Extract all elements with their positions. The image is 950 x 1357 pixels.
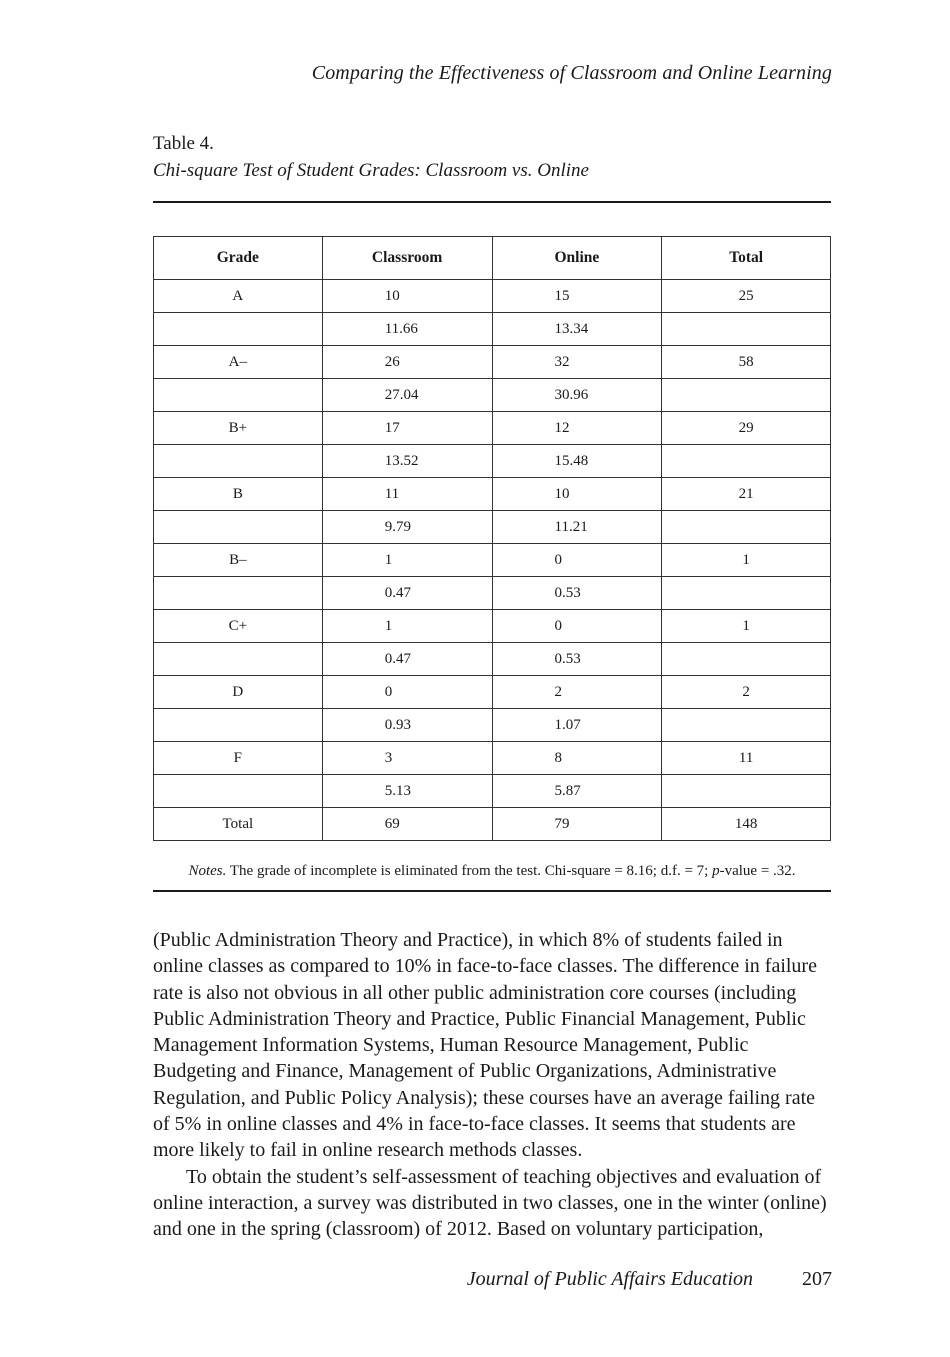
classroom-cell-value: 3 (384, 749, 393, 766)
online-cell (492, 280, 662, 313)
total-cell: 58 (662, 346, 831, 379)
online-cell (492, 412, 662, 445)
classroom-cell (322, 643, 492, 676)
total-cell: 2 (662, 676, 831, 709)
grade-cell (154, 379, 323, 412)
classroom-cell-value: 1 (384, 551, 393, 568)
online-cell (492, 511, 662, 544)
header-grade: Grade (154, 237, 323, 280)
online-cell-value: 30.96 (554, 386, 589, 403)
table-row (154, 610, 831, 643)
notes-label: Notes. (188, 863, 227, 879)
online-cell (492, 379, 662, 412)
table-header-row (154, 237, 831, 280)
classroom-cell (322, 478, 492, 511)
table-heading (153, 130, 589, 184)
total-cell (662, 775, 831, 808)
paragraph-1: (Public Administration Theory and Practice), in which 8% of students failed in online classes as compared to 10% in face-to-face classes. The difference in failure rate is also not obvious in all other public administration core courses (including Public Administration Theory and Practice, Public Financial Management, Public Management Information Systems, Human Resource Management, Public Budgeting and Finance, Management of Public Organizations, Administrative Regulation, and Public Policy Analysis); these courses have an average failing rate of 5% in online classes and 4% in face-to-face classes. It seems that students are more likely to fail in online research methods classes. (153, 929, 817, 1162)
classroom-cell (322, 280, 492, 313)
online-cell-value: 1.07 (554, 716, 581, 733)
total-cell: 11 (662, 742, 831, 775)
total-cell (662, 379, 831, 412)
online-cell (492, 478, 662, 511)
table-top-rule (153, 201, 831, 203)
page-number: 207 (802, 1268, 832, 1290)
table-notes (153, 863, 831, 880)
online-cell-value: 15.48 (554, 452, 589, 469)
total-cell: 25 (662, 280, 831, 313)
body-text (153, 927, 833, 1243)
classroom-cell-value: 11 (384, 485, 400, 502)
online-cell-value: 10 (554, 485, 570, 502)
online-cell-value: 11.21 (554, 518, 588, 535)
classroom-cell (322, 412, 492, 445)
total-cell (662, 577, 831, 610)
online-cell-value: 0.53 (554, 584, 581, 601)
total-cell: 29 (662, 412, 831, 445)
paragraph-2: To obtain the student’s self-assessment of teaching objectives and evaluation of online interaction, a survey was distributed in two classes, one in the winter (online) and one in the spring (classroom) of 2012. Based on voluntary participation, (153, 1165, 827, 1241)
grade-cell: B+ (154, 412, 323, 445)
notes-text-1: The grade of incomplete is eliminated from the test. Chi-square = 8.16; d.f. = 7; (226, 863, 713, 879)
classroom-cell (322, 577, 492, 610)
classroom-cell-value: 0 (384, 683, 393, 700)
table-caption: Chi-square Test of Student Grades: Classroom vs. Online (153, 160, 589, 181)
online-cell (492, 808, 662, 841)
grade-cell: A (154, 280, 323, 313)
grade-cell: D (154, 676, 323, 709)
classroom-cell (322, 676, 492, 709)
total-cell: 1 (662, 544, 831, 577)
online-cell (492, 577, 662, 610)
online-cell (492, 346, 662, 379)
online-cell (492, 676, 662, 709)
online-cell-value: 0 (554, 617, 562, 634)
classroom-cell (322, 775, 492, 808)
online-cell (492, 544, 662, 577)
header-classroom: Classroom (322, 237, 492, 280)
classroom-cell-value: 0.47 (384, 650, 411, 667)
running-head: Comparing the Effectiveness of Classroom and Online Learning (311, 62, 832, 84)
classroom-cell-value: 69 (384, 815, 400, 832)
classroom-cell (322, 742, 492, 775)
table-bottom-rule (153, 890, 831, 892)
total-cell: 21 (662, 478, 831, 511)
online-cell-value: 8 (554, 749, 562, 766)
table-row (154, 577, 831, 610)
table-row (154, 709, 831, 742)
grade-cell: F (154, 742, 323, 775)
online-cell-value: 32 (554, 353, 570, 370)
online-cell (492, 775, 662, 808)
table-row (154, 808, 831, 841)
grade-cell (154, 643, 323, 676)
grade-cell (154, 511, 323, 544)
grade-cell: B– (154, 544, 323, 577)
grade-cell (154, 709, 323, 742)
online-cell-value: 13.34 (554, 320, 589, 337)
total-cell (662, 709, 831, 742)
online-cell-value: 0 (554, 551, 562, 568)
grade-cell (154, 577, 323, 610)
classroom-cell (322, 709, 492, 742)
grade-cell (154, 445, 323, 478)
notes-p: p (712, 863, 720, 879)
total-cell (662, 445, 831, 478)
table-row (154, 313, 831, 346)
table-row (154, 643, 831, 676)
table-row (154, 544, 831, 577)
notes-text-2: -value = .32. (719, 863, 796, 879)
grade-cell (154, 313, 323, 346)
total-cell: 148 (662, 808, 831, 841)
classroom-cell-value: 9.79 (384, 518, 411, 535)
grade-cell: B (154, 478, 323, 511)
classroom-cell (322, 610, 492, 643)
online-cell-value: 5.87 (554, 782, 581, 799)
online-cell (492, 643, 662, 676)
online-cell (492, 709, 662, 742)
classroom-cell (322, 313, 492, 346)
online-cell-value: 2 (554, 683, 562, 700)
table-row (154, 412, 831, 445)
classroom-cell (322, 808, 492, 841)
grade-cell: Total (154, 808, 323, 841)
page-footer (467, 1268, 832, 1291)
classroom-cell-value: 11.66 (384, 320, 418, 337)
classroom-cell (322, 544, 492, 577)
total-cell (662, 313, 831, 346)
grades-table (153, 236, 831, 841)
total-cell: 1 (662, 610, 831, 643)
table-row (154, 511, 831, 544)
table-row (154, 478, 831, 511)
classroom-cell (322, 445, 492, 478)
grade-cell: C+ (154, 610, 323, 643)
table-number: Table 4. (153, 133, 214, 154)
online-cell-value: 12 (554, 419, 570, 436)
classroom-cell-value: 17 (384, 419, 400, 436)
total-cell (662, 643, 831, 676)
table-row (154, 775, 831, 808)
table-row (154, 445, 831, 478)
grade-cell: A– (154, 346, 323, 379)
online-cell (492, 610, 662, 643)
classroom-cell-value: 10 (384, 287, 400, 304)
online-cell (492, 445, 662, 478)
table-row (154, 346, 831, 379)
header-total: Total (662, 237, 831, 280)
journal-name: Journal of Public Affairs Education (466, 1268, 753, 1290)
online-cell (492, 313, 662, 346)
classroom-cell (322, 346, 492, 379)
header-online: Online (492, 237, 662, 280)
table-row (154, 379, 831, 412)
classroom-cell-value: 0.93 (384, 716, 411, 733)
classroom-cell (322, 379, 492, 412)
classroom-cell-value: 27.04 (384, 386, 419, 403)
table-row (154, 280, 831, 313)
classroom-cell (322, 511, 492, 544)
grade-cell (154, 775, 323, 808)
online-cell-value: 15 (554, 287, 570, 304)
table-body (154, 280, 831, 841)
classroom-cell-value: 5.13 (384, 782, 411, 799)
classroom-cell-value: 1 (384, 617, 393, 634)
table-row (154, 676, 831, 709)
table-row (154, 742, 831, 775)
total-cell (662, 511, 831, 544)
classroom-cell-value: 26 (384, 353, 400, 370)
classroom-cell-value: 13.52 (384, 452, 419, 469)
classroom-cell-value: 0.47 (384, 584, 411, 601)
online-cell-value: 79 (554, 815, 570, 832)
online-cell-value: 0.53 (554, 650, 581, 667)
online-cell (492, 742, 662, 775)
